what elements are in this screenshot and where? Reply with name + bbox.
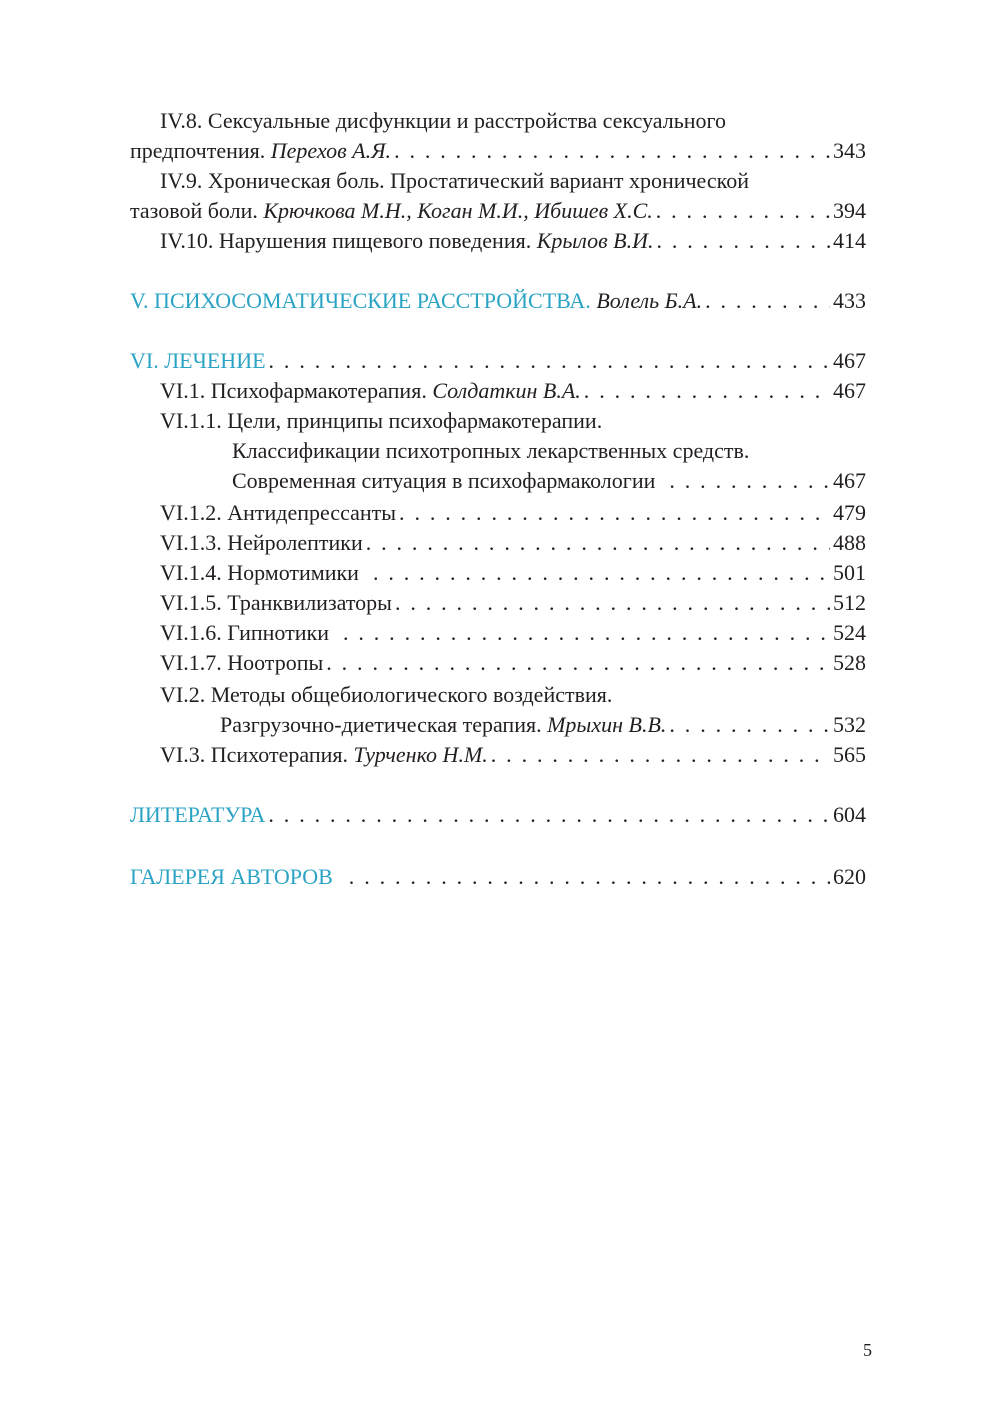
toc-gallery-page: 620	[833, 864, 866, 889]
toc-entry-vi12[interactable]	[160, 498, 866, 528]
toc-vi3-author: Турченко Н.М.	[353, 742, 488, 767]
dot-leader	[656, 226, 830, 256]
toc-vi14-title: VI.1.4. Нормотимики	[160, 560, 359, 585]
toc-vi17-title: VI.1.7. Ноотропы	[160, 650, 324, 675]
toc-entry-vi13[interactable]	[160, 528, 866, 558]
toc-vi1-author: Солдаткин В.А.	[432, 378, 581, 403]
toc-vi12-title: VI.1.2. Антидепрессанты	[160, 500, 397, 525]
dot-leader	[669, 710, 830, 740]
toc-v-author: Волель Б.А.	[596, 288, 703, 313]
toc-iv8-line1: IV.8. Сексуальные дисфункции и расстройства сексуального	[160, 108, 726, 133]
toc-entry-vi14[interactable]	[160, 558, 866, 588]
toc-vi11-line2: Классификации психотропных лекарственных средств.	[232, 438, 750, 463]
toc-iv9-author: Крючкова М.Н., Коган М.И., Ибишев Х.С.	[263, 198, 653, 223]
toc-entry-vi1[interactable]	[160, 376, 866, 406]
toc-entry-vi[interactable]	[130, 346, 866, 376]
dot-leader	[395, 588, 830, 618]
toc-entry-vi3[interactable]	[160, 740, 866, 770]
toc-vi13-page: 488	[833, 530, 866, 555]
toc-vi17-page: 528	[833, 650, 866, 675]
page-number: 5	[863, 1340, 872, 1360]
dot-leader	[394, 136, 830, 166]
toc-vi3-page: 565	[833, 742, 866, 767]
toc-vi16-page: 524	[833, 620, 866, 645]
toc-vi3-title: VI.3. Психотерапия.	[160, 742, 354, 767]
toc-entry-vi11[interactable]	[232, 466, 866, 496]
toc-vi14-page: 501	[833, 560, 866, 585]
toc-entry-vi16[interactable]	[160, 618, 866, 648]
dot-leader	[584, 376, 830, 406]
toc-iv8-line2: предпочтения.	[130, 138, 271, 163]
toc-literature-title: ЛИТЕРАТУРА	[130, 802, 266, 827]
toc-iv8-author: Перехов А.Я.	[270, 138, 392, 163]
dot-leader	[491, 740, 830, 770]
toc-entry-iv8[interactable]	[130, 136, 866, 166]
dot-leader	[705, 286, 830, 316]
toc-vi-title: VI. ЛЕЧЕНИЕ	[130, 348, 266, 373]
toc-vi2-line1: VI.2. Методы общебиологического воздействия.	[160, 682, 613, 707]
toc-iv10-page: 414	[833, 228, 866, 253]
toc-entry-vi17[interactable]	[160, 648, 866, 678]
dot-leader	[343, 618, 830, 648]
toc-vi12-page: 479	[833, 500, 866, 525]
toc-vi11-line1: VI.1.1. Цели, принципы психофармакотерапии.	[160, 408, 603, 433]
toc-vi13-title: VI.1.3. Нейролептики	[160, 530, 363, 555]
toc-iv9-page: 394	[833, 198, 866, 223]
toc-entry-iv10[interactable]	[160, 226, 866, 256]
dot-leader	[656, 196, 830, 226]
toc-iv10-title: IV.10. Нарушения пищевого поведения.	[160, 228, 537, 253]
toc-entry-literature[interactable]	[130, 800, 866, 830]
toc-vi15-page: 512	[833, 590, 866, 615]
toc-entry-vi15[interactable]	[160, 588, 866, 618]
dot-leader	[349, 862, 830, 892]
dot-leader	[268, 800, 830, 830]
dot-leader	[373, 558, 830, 588]
toc-vi1-title: VI.1. Психофармакотерапия.	[160, 378, 433, 403]
toc-gallery-title: ГАЛЕРЕЯ АВТОРОВ	[130, 864, 333, 889]
toc-vi16-title: VI.1.6. Гипнотики	[160, 620, 329, 645]
toc-v-page: 433	[833, 288, 866, 313]
dot-leader	[269, 346, 830, 376]
toc-vi-page: 467	[833, 348, 866, 373]
dot-leader	[399, 498, 830, 528]
toc-vi1-page: 467	[833, 378, 866, 403]
dot-leader	[326, 648, 830, 678]
toc-iv9-line2: тазовой боли.	[130, 198, 264, 223]
toc-vi11-page: 467	[833, 468, 866, 493]
toc-iv8-page: 343	[833, 138, 866, 163]
toc-iv9-line1: IV.9. Хроническая боль. Простатический вариант хронической	[160, 168, 749, 193]
toc-vi11-line3: Современная ситуация в психофармакологии	[232, 468, 656, 493]
toc-entry-v[interactable]	[130, 286, 866, 316]
toc-iv10-author: Крылов В.И.	[536, 228, 654, 253]
toc-vi2-author: Мрыхин В.В.	[547, 712, 667, 737]
toc-literature-page: 604	[833, 802, 866, 827]
toc-vi2-line2: Разгрузочно-диетическая терапия.	[220, 712, 548, 737]
toc-entry-vi2[interactable]	[220, 710, 866, 740]
dot-leader	[669, 466, 830, 496]
dot-leader	[366, 528, 830, 558]
toc-vi2-page: 532	[833, 712, 866, 737]
toc-entry-gallery[interactable]	[130, 862, 866, 892]
toc-v-title: V. ПСИХОСОМАТИЧЕСКИЕ РАССТРОЙСТВА.	[130, 288, 591, 313]
toc-vi15-title: VI.1.5. Транквилизаторы	[160, 590, 392, 615]
toc-entry-iv9[interactable]	[130, 196, 866, 226]
